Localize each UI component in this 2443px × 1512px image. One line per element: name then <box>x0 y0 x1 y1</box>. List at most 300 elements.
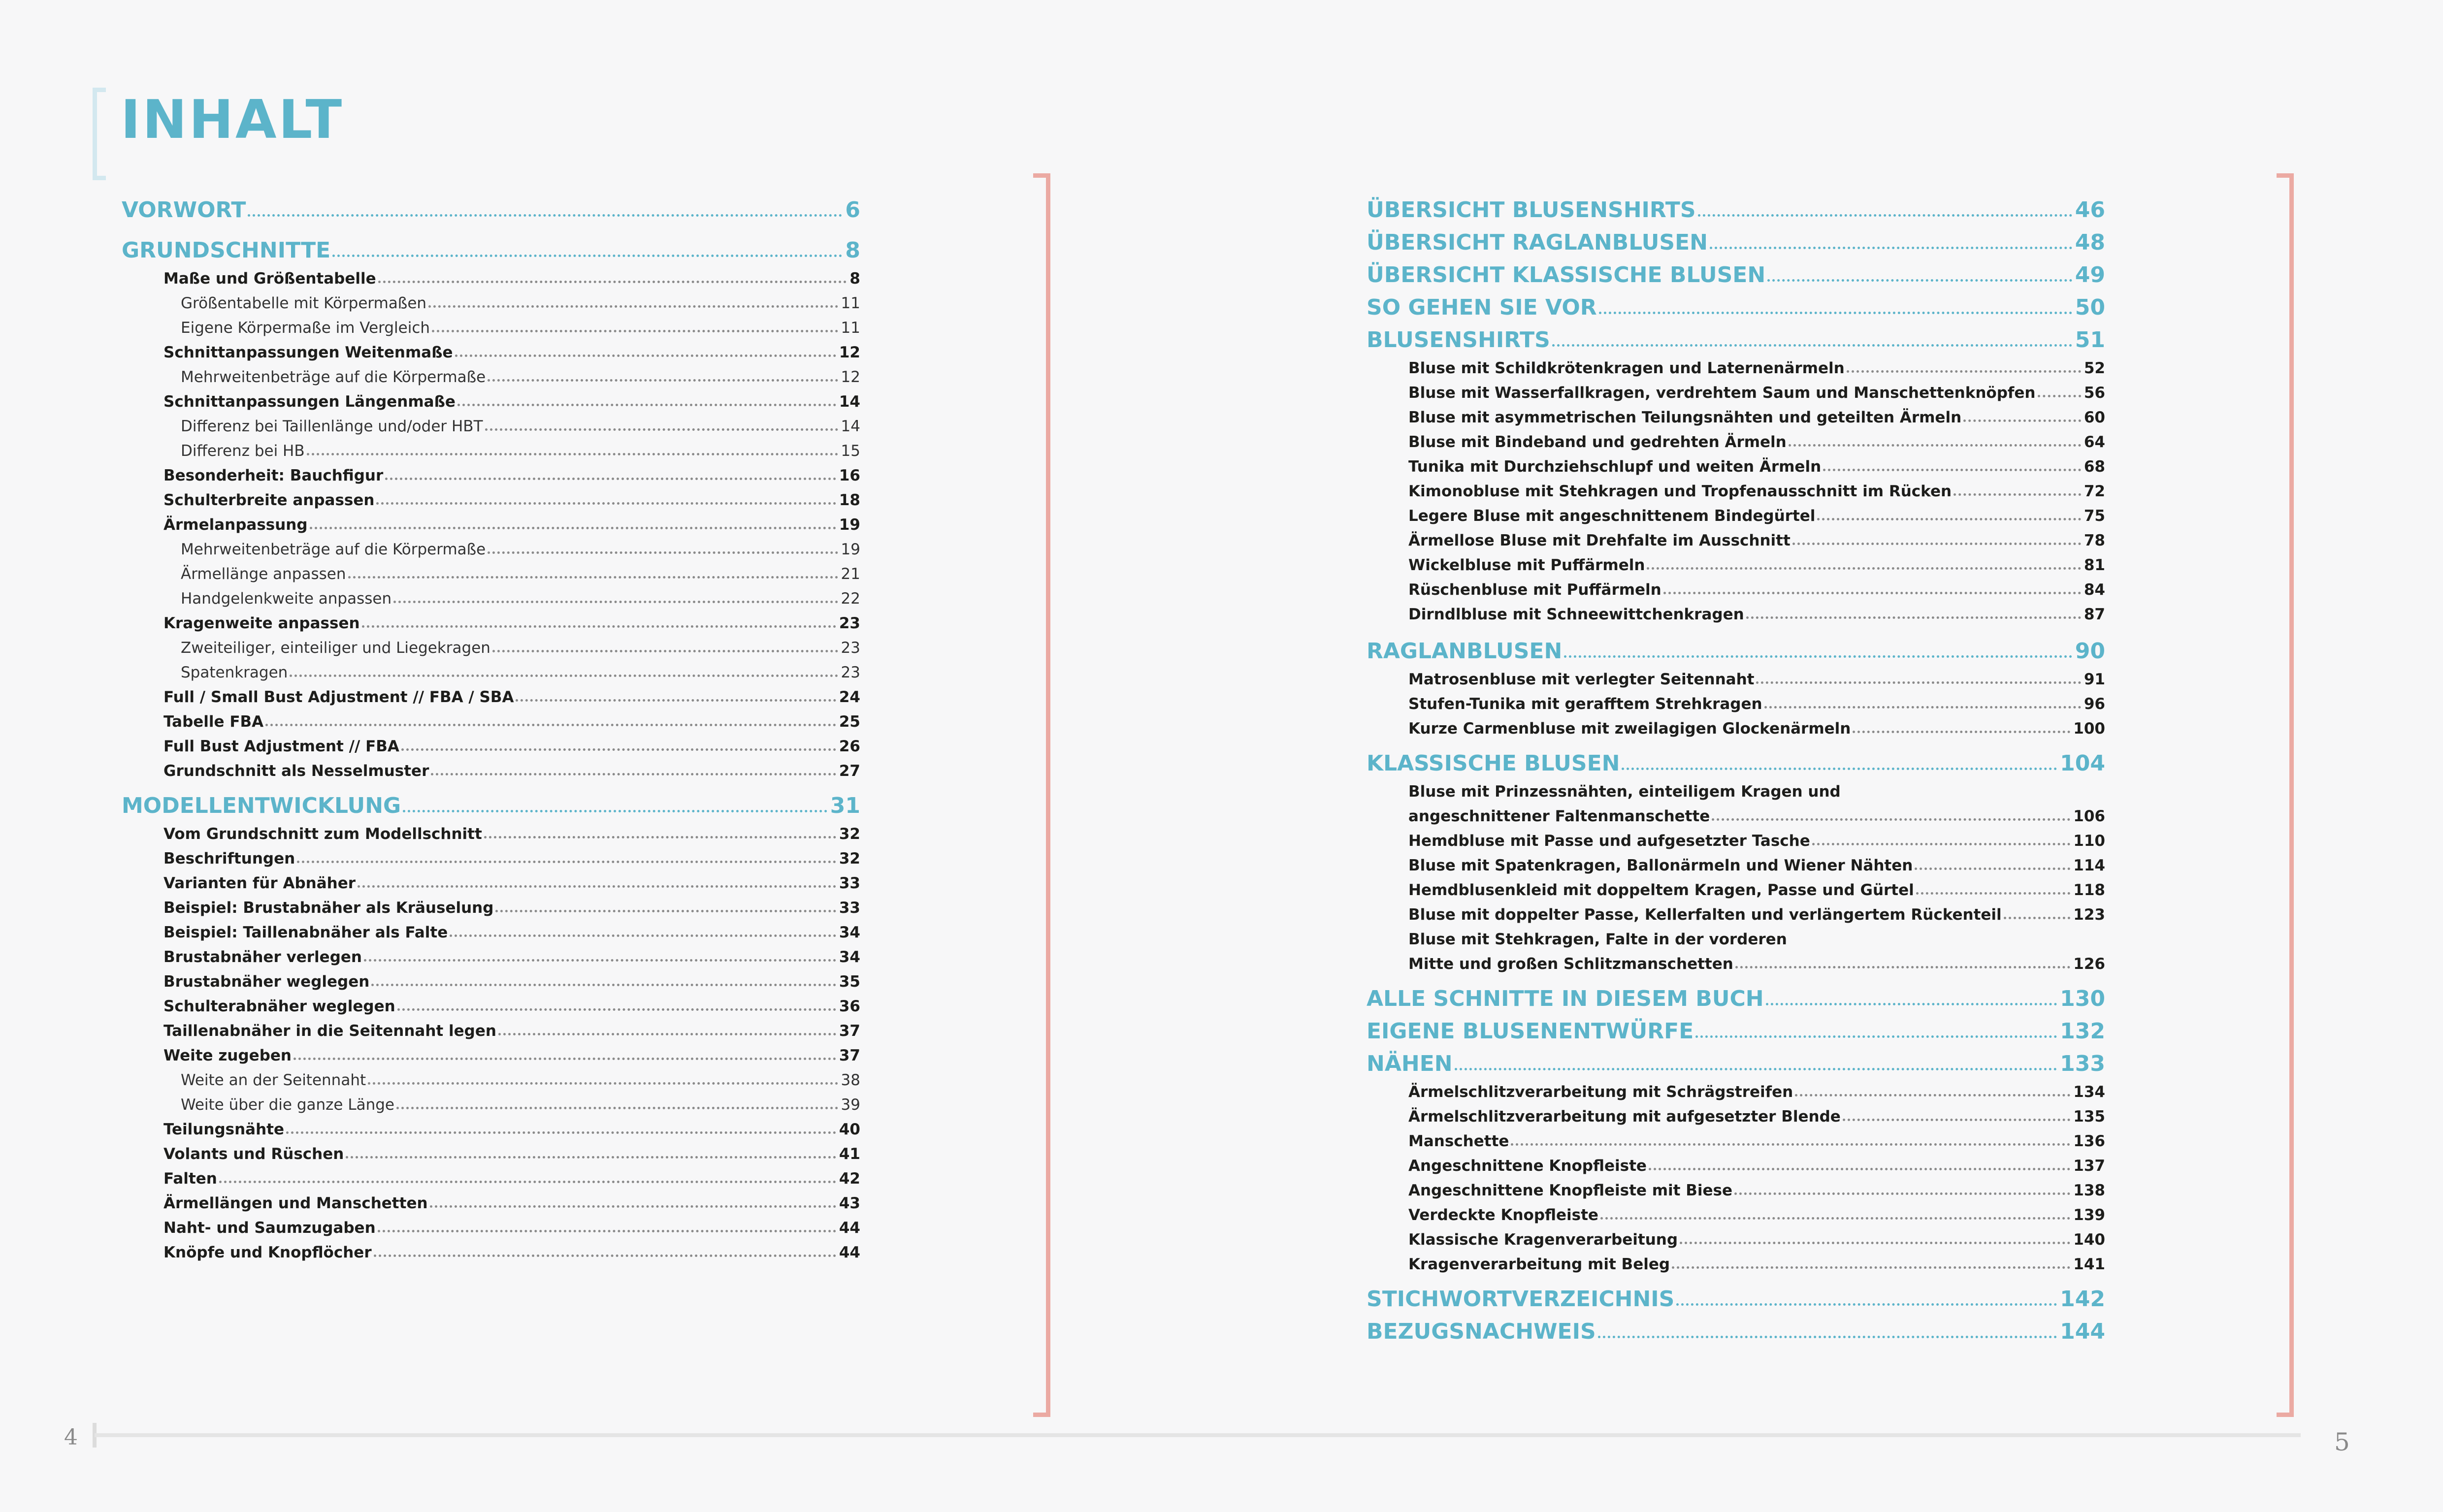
toc-entry[interactable] <box>1367 476 2105 500</box>
toc-page-number: 78 <box>2084 532 2105 549</box>
dot-leader <box>1735 966 2070 968</box>
toc-page-number: 26 <box>839 738 860 755</box>
toc-entry-line[interactable] <box>1367 924 2105 948</box>
dot-leader <box>393 601 838 603</box>
toc-entry[interactable] <box>1367 1199 2105 1224</box>
toc-entry-title: VORWORT <box>122 197 246 223</box>
toc-entry[interactable] <box>1367 402 2105 426</box>
toc-entry[interactable] <box>122 509 860 534</box>
toc-entry-title: Volants und Rüschen <box>163 1145 344 1163</box>
toc-page-number: 24 <box>839 688 860 706</box>
toc-page-number: 123 <box>2073 906 2105 924</box>
toc-entry[interactable] <box>122 1138 860 1163</box>
toc-page-number: 12 <box>839 344 860 361</box>
dot-leader <box>430 1205 836 1208</box>
toc-page-number: 72 <box>2084 483 2105 500</box>
toc-entry[interactable] <box>1367 948 2105 973</box>
toc-page-number: 18 <box>839 491 860 509</box>
toc-section[interactable] <box>1367 1312 2105 1344</box>
dot-leader <box>1915 868 2070 870</box>
toc-page-number: 44 <box>839 1244 860 1261</box>
toc-entry-title: Bluse mit asymmetrischen Teilungsnähten und geteilten Ärmeln <box>1408 409 1962 426</box>
dot-leader <box>1698 214 2072 217</box>
toc-entry-title: KLASSISCHE BLUSEN <box>1367 751 1620 776</box>
toc-page-number: 43 <box>839 1194 860 1212</box>
toc-entry-title: Tabelle FBA <box>163 713 264 731</box>
dot-leader <box>1455 1068 2057 1070</box>
toc-page-number: 142 <box>2060 1287 2105 1312</box>
toc-entry-title: Falten <box>163 1170 217 1188</box>
toc-entry-title: Schnittanpassungen Längenmaße <box>163 393 456 411</box>
toc-entry[interactable] <box>122 1212 860 1237</box>
toc-entry[interactable] <box>1367 1175 2105 1199</box>
toc-entry-title: Ärmellängen und Manschetten <box>163 1194 428 1212</box>
dot-leader <box>286 1131 836 1134</box>
dot-leader <box>364 959 836 962</box>
toc-entry-title: Bluse mit doppelter Passe, Kellerfalten und verlängertem Rückenteil <box>1408 906 2002 924</box>
dot-leader <box>1622 768 2057 770</box>
toc-entry-title: Weite an der Seitennaht <box>181 1071 366 1089</box>
dot-leader <box>346 1156 836 1158</box>
toc-entry[interactable] <box>122 386 860 411</box>
toc-entry-title: Rüschenbluse mit Puffärmeln <box>1408 581 1661 599</box>
toc-page-number: 38 <box>841 1071 860 1089</box>
dot-leader <box>1916 892 2071 895</box>
toc-entry-title: Ärmelschlitzverarbeitung mit aufgesetzter Blende <box>1408 1108 1841 1126</box>
toc-page-number: 84 <box>2084 581 2105 599</box>
dot-leader <box>293 1058 836 1060</box>
toc-entry[interactable] <box>122 1237 860 1261</box>
footer-rule <box>95 1433 2301 1437</box>
toc-entry-title: Bluse mit Prinzessnähten, einteiligem Kragen und <box>1408 783 1841 801</box>
toc-entry-title: Kimonobluse mit Stehkragen und Tropfenausschnitt im Rücken <box>1408 483 1952 500</box>
toc-page-number: 41 <box>839 1145 860 1163</box>
toc-page-number: 144 <box>2060 1319 2105 1344</box>
toc-entry-title: Beispiel: Brustabnäher als Kräuselung <box>163 899 494 917</box>
toc-section[interactable] <box>122 223 860 263</box>
toc-subentry[interactable] <box>122 361 860 386</box>
page-number-left: 4 <box>64 1425 78 1450</box>
dot-leader <box>1600 1217 2070 1220</box>
toc-entry-title: Bluse mit Schildkrötenkragen und Laternenärmeln <box>1408 359 1845 377</box>
toc-entry[interactable] <box>1367 599 2105 623</box>
toc-entry[interactable] <box>1367 1076 2105 1101</box>
toc-entry-title: Dirndlbluse mit Schneewittchenkragen <box>1408 606 1744 623</box>
toc-entry[interactable] <box>1367 874 2105 899</box>
toc-entry-title: Teilungsnähte <box>163 1121 284 1138</box>
toc-entry-title: Taillenabnäher in die Seitennaht legen <box>163 1022 496 1040</box>
dot-leader <box>1599 312 2072 314</box>
toc-entry[interactable] <box>1367 377 2105 402</box>
toc-entry-title: Bluse mit Spatenkragen, Ballonärmeln und Wiener Nähten <box>1408 857 1913 874</box>
toc-subentry[interactable] <box>122 1089 860 1114</box>
dot-leader <box>488 551 838 554</box>
dot-leader <box>1767 279 2072 282</box>
toc-page-number: 132 <box>2060 1019 2105 1044</box>
toc-entry-title: Zweiteiliger, einteiliger und Liegekragen <box>181 639 490 657</box>
toc-entry-title: Wickelbluse mit Puffärmeln <box>1408 556 1645 574</box>
toc-entry[interactable] <box>1367 1249 2105 1273</box>
toc-entry-title: Manschette <box>1408 1132 1509 1150</box>
toc-entry-title: Angeschnittene Knopfleiste <box>1408 1157 1647 1175</box>
toc-section[interactable] <box>1367 320 2105 353</box>
toc-entry[interactable] <box>122 843 860 868</box>
toc-section[interactable] <box>122 780 860 818</box>
dot-leader <box>428 305 838 308</box>
dot-leader <box>492 650 838 652</box>
toc-entry-title: STICHWORTVERZEICHNIS <box>1367 1287 1675 1312</box>
toc-entry-title: Differenz bei HB <box>181 442 305 460</box>
toc-section[interactable] <box>1367 199 2105 223</box>
toc-section[interactable] <box>1367 288 2105 320</box>
toc-subentry[interactable] <box>122 288 860 312</box>
toc-section[interactable] <box>1367 1044 2105 1076</box>
toc-entry[interactable] <box>122 1114 860 1138</box>
toc-page-number: 137 <box>2073 1157 2105 1175</box>
toc-entry[interactable] <box>1367 426 2105 451</box>
dot-leader <box>401 748 836 751</box>
toc-subentry[interactable] <box>122 583 860 608</box>
toc-entry-title: Hemdblusenkleid mit doppeltem Kragen, Passe und Gürtel <box>1408 881 1914 899</box>
toc-entry[interactable] <box>1367 688 2105 713</box>
toc-entry-title: Legere Bluse mit angeschnittenem Bindegürtel <box>1408 507 1816 525</box>
toc-page-number: 8 <box>849 270 860 288</box>
dot-leader <box>1647 567 2081 570</box>
dot-leader <box>219 1181 836 1183</box>
toc-entry[interactable] <box>122 263 860 288</box>
toc-entry[interactable] <box>122 941 860 966</box>
toc-section[interactable] <box>1367 973 2105 1011</box>
toc-entry[interactable] <box>122 731 860 755</box>
toc-page-number: 40 <box>839 1121 860 1138</box>
toc-entry[interactable] <box>122 1188 860 1212</box>
toc-page-number: 6 <box>845 197 860 223</box>
dot-leader <box>403 810 827 812</box>
dot-leader <box>1853 731 2070 733</box>
toc-entry-title: Bluse mit Stehkragen, Falte in der vorderen <box>1408 931 1787 948</box>
toc-page-number: 23 <box>841 639 860 657</box>
toc-page-number: 31 <box>830 793 860 818</box>
dot-leader <box>385 478 836 480</box>
dot-leader <box>1756 681 2081 684</box>
toc-entry[interactable] <box>122 460 860 484</box>
toc-page-number: 11 <box>841 319 860 337</box>
toc-section[interactable] <box>1367 623 2105 664</box>
toc-entry-title: Angeschnittene Knopfleiste mit Biese <box>1408 1182 1733 1199</box>
toc-page-number: 8 <box>845 238 860 263</box>
toc-entry-title: EIGENE BLUSENENTWÜRFE <box>1367 1019 1694 1044</box>
dot-leader <box>1598 1336 2057 1338</box>
dot-leader <box>368 1082 838 1085</box>
toc-entry-title: BEZUGSNACHWEIS <box>1367 1319 1596 1344</box>
dot-leader <box>2038 395 2081 397</box>
toc-entry-title: Brustabnäher weglegen <box>163 973 370 991</box>
toc-left-column <box>122 199 860 1261</box>
dot-leader <box>1795 1094 2070 1096</box>
toc-subentry[interactable] <box>122 657 860 681</box>
dot-leader <box>1734 1192 2070 1195</box>
toc-entry[interactable] <box>1367 801 2105 825</box>
dot-leader <box>516 699 836 702</box>
toc-page-number: 135 <box>2073 1108 2105 1126</box>
toc-page-number: 23 <box>841 664 860 681</box>
dot-leader <box>1823 469 2081 471</box>
toc-entry[interactable] <box>122 1040 860 1064</box>
toc-entry[interactable] <box>122 755 860 780</box>
dot-leader <box>1680 1242 2070 1244</box>
toc-page-number: 110 <box>2073 832 2105 850</box>
dot-leader <box>1676 1303 2057 1306</box>
toc-entry-title: Beispiel: Taillenabnäher als Falte <box>163 924 448 941</box>
toc-section[interactable] <box>1367 223 2105 255</box>
toc-subentry[interactable] <box>122 534 860 558</box>
toc-entry-title: Kurze Carmenbluse mit zweilagigen Glockenärmeln <box>1408 720 1851 738</box>
toc-subentry[interactable] <box>122 1064 860 1089</box>
toc-entry-title: MODELLENTWICKLUNG <box>122 793 401 818</box>
dot-leader <box>450 934 836 937</box>
toc-subentry[interactable] <box>122 411 860 435</box>
dot-leader <box>265 724 836 726</box>
toc-page-number: 19 <box>841 541 860 558</box>
toc-entry-title: Ärmelschlitzverarbeitung mit Schrägstreifen <box>1408 1083 1793 1101</box>
toc-entry-title: ÜBERSICHT BLUSENSHIRTS <box>1367 197 1696 223</box>
dot-leader <box>307 453 838 455</box>
toc-entry[interactable] <box>122 892 860 917</box>
dot-leader <box>455 354 836 357</box>
toc-entry-title: Grundschnitt als Nesselmuster <box>163 762 429 780</box>
toc-entry-title: Naht- und Saumzugaben <box>163 1219 376 1237</box>
dot-leader <box>1954 493 2081 496</box>
dot-leader <box>348 576 838 579</box>
dot-leader <box>332 255 842 257</box>
dot-leader <box>1552 344 2072 347</box>
toc-entry-title: Bluse mit Wasserfallkragen, verdrehtem Saum und Manschettenknöpfen <box>1408 384 2036 402</box>
dot-leader <box>1817 518 2081 520</box>
dot-leader <box>1847 370 2081 373</box>
toc-page-number: 36 <box>839 997 860 1015</box>
toc-entry-title: Schnittanpassungen Weitenmaße <box>163 344 453 361</box>
toc-entry-title: Full / Small Bust Adjustment // FBA / SBA <box>163 688 514 706</box>
toc-entry[interactable] <box>1367 1150 2105 1175</box>
toc-entry-title: Spatenkragen <box>181 664 288 681</box>
page-title: INHALT <box>121 89 344 151</box>
toc-entry-title: Brustabnäher verlegen <box>163 948 362 966</box>
toc-entry-title: GRUNDSCHNITTE <box>122 238 331 263</box>
toc-entry-title: Verdeckte Knopfleiste <box>1408 1206 1598 1224</box>
toc-page-number: 25 <box>839 713 860 731</box>
toc-page-number: 37 <box>839 1022 860 1040</box>
toc-page-number: 138 <box>2073 1182 2105 1199</box>
toc-entry[interactable] <box>1367 500 2105 525</box>
toc-entry-line[interactable] <box>1367 776 2105 801</box>
dot-leader <box>1764 706 2081 708</box>
toc-page-number: 39 <box>841 1096 860 1114</box>
toc-entry-title: Vom Grundschnitt zum Modellschnitt <box>163 825 482 843</box>
toc-entry[interactable] <box>122 991 860 1015</box>
dot-leader <box>1843 1119 2070 1121</box>
dot-leader <box>310 527 836 529</box>
toc-entry[interactable] <box>122 818 860 843</box>
dot-leader <box>1789 444 2081 447</box>
toc-entry-title: Schulterbreite anpassen <box>163 491 375 509</box>
toc-page-number: 134 <box>2073 1083 2105 1101</box>
toc-entry-title: ÜBERSICHT KLASSISCHE BLUSEN <box>1367 262 1766 288</box>
toc-page-number: 22 <box>841 590 860 608</box>
toc-entry-title: Tunika mit Durchziehschlupf und weiten Ärmeln <box>1408 458 1822 476</box>
toc-entry-title: Mitte und großen Schlitzmanschetten <box>1408 955 1733 973</box>
toc-entry[interactable] <box>1367 353 2105 377</box>
toc-page-number: 37 <box>839 1047 860 1064</box>
toc-entry[interactable] <box>1367 664 2105 688</box>
toc-entry-title: Ärmelanpassung <box>163 516 308 534</box>
toc-subentry[interactable] <box>122 312 860 337</box>
toc-page-number: 81 <box>2084 556 2105 574</box>
dot-leader <box>1710 247 2072 249</box>
toc-entry[interactable] <box>122 706 860 731</box>
toc-page-number: 23 <box>839 614 860 632</box>
toc-entry-title: Eigene Körpermaße im Vergleich <box>181 319 430 337</box>
toc-subentry[interactable] <box>122 435 860 460</box>
toc-section[interactable] <box>1367 1011 2105 1044</box>
toc-entry-title: Hemdbluse mit Passe und aufgesetzter Tasche <box>1408 832 1810 850</box>
toc-section[interactable] <box>122 199 860 223</box>
toc-page-number: 133 <box>2060 1051 2105 1076</box>
dot-leader <box>1663 592 2081 594</box>
toc-entry[interactable] <box>122 868 860 892</box>
toc-page-number: 35 <box>839 973 860 991</box>
toc-page-number: 106 <box>2073 807 2105 825</box>
toc-entry[interactable] <box>1367 1101 2105 1126</box>
toc-page-number: 49 <box>2075 262 2105 288</box>
toc-page-number: 96 <box>2084 695 2105 713</box>
title-bracket <box>93 88 106 180</box>
toc-page-number: 91 <box>2084 671 2105 688</box>
toc-entry-title: Mehrweitenbeträge auf die Körpermaße <box>181 368 486 386</box>
toc-page-number: 33 <box>839 874 860 892</box>
dot-leader <box>297 861 836 863</box>
toc-entry[interactable] <box>1367 899 2105 924</box>
toc-entry-title: Weite über die ganze Länge <box>181 1096 394 1114</box>
toc-entry[interactable] <box>122 337 860 361</box>
toc-page-number: 21 <box>841 565 860 583</box>
left-page-bracket <box>1033 173 1050 1417</box>
toc-page-number: 48 <box>2075 230 2105 255</box>
toc-entry-title: Schulterabnäher weglegen <box>163 997 395 1015</box>
toc-entry[interactable] <box>1367 549 2105 574</box>
toc-page-number: 64 <box>2084 433 2105 451</box>
dot-leader <box>488 379 838 382</box>
toc-entry-title: Klassische Kragenverarbeitung <box>1408 1231 1678 1249</box>
dot-leader <box>1766 1003 2057 1005</box>
toc-page-number: 12 <box>841 368 860 386</box>
dot-leader <box>1564 655 2072 658</box>
dot-leader <box>1649 1168 2070 1170</box>
toc-section[interactable] <box>1367 1273 2105 1312</box>
toc-entry[interactable] <box>1367 1126 2105 1150</box>
toc-page-number: 14 <box>839 393 860 411</box>
toc-entry-title: Kragenweite anpassen <box>163 614 360 632</box>
toc-page-number: 46 <box>2075 197 2105 223</box>
toc-entry-title: Weite zugeben <box>163 1047 292 1064</box>
toc-entry-title: Maße und Größentabelle <box>163 270 376 288</box>
toc-entry-title: Beschriftungen <box>163 850 295 868</box>
dot-leader <box>374 1255 836 1257</box>
toc-page-number: 33 <box>839 899 860 917</box>
dot-leader <box>378 1230 836 1232</box>
toc-page-number: 87 <box>2084 606 2105 623</box>
dot-leader <box>498 1033 836 1035</box>
toc-entry[interactable] <box>1367 574 2105 599</box>
toc-entry[interactable] <box>1367 525 2105 549</box>
toc-page-number: 114 <box>2073 857 2105 874</box>
toc-page-number: 139 <box>2073 1206 2105 1224</box>
toc-entry[interactable] <box>122 966 860 991</box>
toc-entry-title: RAGLANBLUSEN <box>1367 639 1563 664</box>
toc-entry-title: ALLE SCHNITTE IN DIESEM BUCH <box>1367 986 1764 1011</box>
toc-subentry[interactable] <box>122 632 860 657</box>
toc-page-number: 130 <box>2060 986 2105 1011</box>
toc-entry[interactable] <box>122 1163 860 1188</box>
toc-section[interactable] <box>1367 255 2105 288</box>
dot-leader <box>1963 419 2081 422</box>
right-page-bracket <box>2277 173 2294 1417</box>
toc-page-number: 16 <box>839 467 860 484</box>
toc-entry-title: Knöpfe und Knopflöcher <box>163 1244 372 1261</box>
toc-entry-title: SO GEHEN SIE VOR <box>1367 295 1597 320</box>
toc-page-number: 19 <box>839 516 860 534</box>
dot-leader <box>396 1107 838 1109</box>
toc-entry[interactable] <box>122 484 860 509</box>
dot-leader <box>362 625 836 628</box>
toc-entry-title: ÜBERSICHT RAGLANBLUSEN <box>1367 230 1708 255</box>
toc-entry-title: Varianten für Abnäher <box>163 874 356 892</box>
dot-leader <box>290 675 838 677</box>
toc-page-number: 68 <box>2084 458 2105 476</box>
toc-entry[interactable] <box>1367 825 2105 850</box>
dot-leader <box>1672 1266 2070 1269</box>
toc-page-number: 104 <box>2060 751 2105 776</box>
toc-page-number: 14 <box>841 418 860 435</box>
toc-entry-title: BLUSENSHIRTS <box>1367 327 1550 353</box>
dot-leader <box>1792 543 2081 545</box>
toc-entry[interactable] <box>1367 850 2105 874</box>
toc-section[interactable] <box>1367 738 2105 776</box>
dot-leader <box>1812 843 2071 845</box>
toc-page-number: 52 <box>2084 359 2105 377</box>
toc-page-number: 42 <box>839 1170 860 1188</box>
dot-leader <box>495 910 836 912</box>
toc-entry[interactable] <box>122 917 860 941</box>
toc-entry-title: Stufen-Tunika mit gerafftem Strehkragen <box>1408 695 1762 713</box>
toc-entry[interactable] <box>122 1015 860 1040</box>
toc-entry[interactable] <box>122 681 860 706</box>
toc-subentry[interactable] <box>122 558 860 583</box>
toc-page-number: 44 <box>839 1219 860 1237</box>
toc-entry[interactable] <box>1367 451 2105 476</box>
toc-entry[interactable] <box>1367 713 2105 738</box>
toc-entry-title: Bluse mit Bindeband und gedrehten Ärmeln <box>1408 433 1787 451</box>
toc-entry[interactable] <box>122 608 860 632</box>
dot-leader <box>376 502 836 505</box>
toc-page-number: 11 <box>841 294 860 312</box>
toc-page-number: 15 <box>841 442 860 460</box>
toc-entry-title: Full Bust Adjustment // FBA <box>163 738 399 755</box>
dot-leader <box>1695 1035 2057 1038</box>
toc-entry[interactable] <box>1367 1224 2105 1249</box>
toc-entry-title: Besonderheit: Bauchfigur <box>163 467 384 484</box>
toc-page-number: 32 <box>839 850 860 868</box>
toc-entry-title: angeschnittener Faltenmanschette <box>1408 807 1710 825</box>
